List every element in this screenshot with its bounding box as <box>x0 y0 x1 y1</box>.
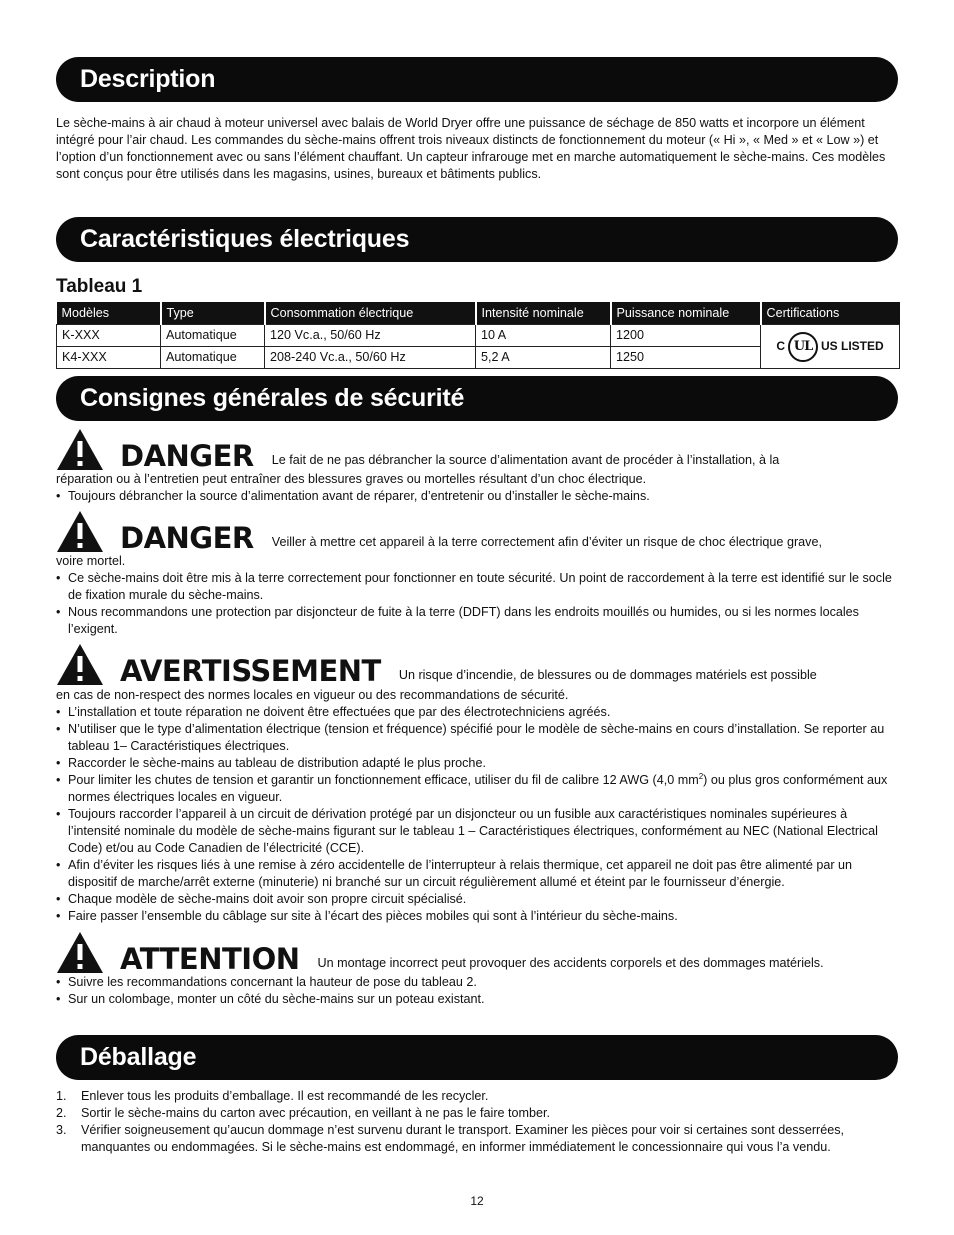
danger-label: DANGER <box>120 439 254 473</box>
list-item <box>56 1105 898 1122</box>
wire-text-after: ) ou plus gros conformément aux normes électriques locales en vigueur. <box>68 773 888 804</box>
list-item: • Chaque modèle de sèche-mains doit avoir son propre circuit spécialisé. <box>56 891 898 908</box>
table-header-cell: Certifications <box>761 302 900 325</box>
warning-intro-text: Veiller à mettre cet appareil à la terre correctement afin d’éviter un risque de choc électrique grave, <box>271 535 822 549</box>
step-number: 2. <box>56 1106 67 1120</box>
list-item: • Toujours raccorder l’appareil à un circuit de dérivation protégé par un disjoncteur ou un fusible aux caractéristiques nominales supérieures à l’intensité nominale du modèle de sèche-mains figurant sur le tableau 1 – Caractéristiques électriques, conformément au NEC (National Electrical Code) et/ou au Code Canadien de l’électricité (CCE). <box>56 806 898 857</box>
table-cell: K4-XXX <box>57 347 161 369</box>
warning-triangle-icon <box>56 930 104 974</box>
avertissement-bullet-list <box>56 704 898 925</box>
warning-continuation-text: réparation ou à l’entretien peut entraîner des blessures graves ou mortelles résultant d’un choc électrique. <box>56 472 647 486</box>
step-text: Enlever tous les produits d’emballage. Il est recommandé de les recycler. <box>81 1089 489 1103</box>
avertissement-label: AVERTISSEMENT <box>120 654 381 688</box>
danger-label: DANGER <box>120 521 254 555</box>
section-header-electrical: Caractéristiques électriques <box>56 217 898 262</box>
list-item: • Sur un colombage, monter un côté du sèche-mains sur un poteau existant. <box>56 991 898 1008</box>
ul-c-mark: C <box>776 339 785 353</box>
warning-continuation-text: en cas de non-respect des normes locales en vigueur ou des recommandations de sécurité. <box>56 688 569 702</box>
list-item: • Suivre les recommandations concernant la hauteur de pose du tableau 2. <box>56 974 898 991</box>
warning-intro-text: Le fait de ne pas débrancher la source d’alimentation avant de procéder à l’installation, à la <box>271 453 780 467</box>
list-item: • Faire passer l’ensemble du câblage sur site à l’écart des pièces mobiles qui sont à l’intérieur du sèche-mains. <box>56 908 898 925</box>
danger-heading <box>56 427 779 471</box>
table-cell: 10 A <box>476 325 611 347</box>
attention-label: ATTENTION <box>120 942 300 976</box>
table-header-cell: Modèles <box>57 302 161 325</box>
warning-intro-text: Un risque d’incendie, de blessures ou de dommages matériels est possible <box>398 668 817 682</box>
list-item <box>56 1088 898 1105</box>
warning-continuation-text: voire mortel. <box>56 554 126 568</box>
warning-triangle-icon <box>56 642 104 686</box>
table-cell: 208-240 Vc.a., 50/60 Hz <box>265 347 476 369</box>
list-item: • Toujours débrancher la source d’alimentation avant de réparer, d’entretenir ou d’installer le sèche-mains. <box>56 488 898 505</box>
electrical-specs-table <box>56 302 900 369</box>
section-header-description: Description <box>56 57 898 102</box>
table-header-cell: Consommation électrique <box>265 302 476 325</box>
table-cell: 120 Vc.a., 50/60 Hz <box>265 325 476 347</box>
step-text: Vérifier soigneusement qu’aucun dommage n’est survenu durant le transport. Examiner les pièces pour voir si certaines sont desserrées, manquantes ou endommagées. Si le sèche-mains est endommagé, en informer immédiatement le concessionnaire qui vous l’a vendu. <box>81 1123 845 1154</box>
ul-listed-text: US LISTED <box>821 339 884 353</box>
step-number: 1. <box>56 1089 67 1103</box>
warning-triangle-icon <box>56 427 104 471</box>
list-item: • Nous recommandons une protection par disjoncteur de fuite à la terre (DDFT) dans les endroits mouillés ou humides, ou si les normes locales l’exigent. <box>56 604 898 638</box>
step-text: Sortir le sèche-mains du carton avec précaution, en veillant à ne pas le faire tomber. <box>81 1106 551 1120</box>
table-cell: Automatique <box>161 347 265 369</box>
table-row <box>57 325 900 347</box>
certification-cell <box>761 325 900 369</box>
table-cell: 1250 <box>611 347 761 369</box>
table-header-cell: Type <box>161 302 265 325</box>
table-cell: 1200 <box>611 325 761 347</box>
section-header-unpacking: Déballage <box>56 1035 898 1080</box>
list-item: • Ce sèche-mains doit être mis à la terre correctement pour fonctionner en toute sécurité. Un point de raccordement à la terre est identifié sur le socle de fixation murale du sèche-mains. <box>56 570 898 604</box>
step-number: 3. <box>56 1123 67 1137</box>
table-title: Tableau 1 <box>56 276 143 297</box>
warning-triangle-icon <box>56 509 104 553</box>
warning-intro-text: Un montage incorrect peut provoquer des accidents corporels et des dommages matériels. <box>317 956 824 970</box>
avertissement-heading <box>56 642 817 686</box>
list-item: • N’utiliser que le type d’alimentation électrique (tension et fréquence) spécifié pour le modèle de sèche-mains en cours d’installation. Se reporter au tableau 1– Caractéristiques électriques. <box>56 721 898 755</box>
table-header-cell: Intensité nominale <box>476 302 611 325</box>
attention-bullet-list <box>56 974 898 1008</box>
section-header-safety: Consignes générales de sécurité <box>56 376 898 421</box>
list-item: • Raccorder le sèche-mains au tableau de distribution adapté le plus proche. <box>56 755 898 772</box>
list-item: • Afin d’éviter les risques liés à une remise à zéro accidentelle de l’interrupteur à relais thermique, cet appareil ne doit pas être alimenté par un dispositif de marche/arrêt externe (minuterie) ni branché sur un circuit régulièrement allumé et éteint par le fournisseur d’énergie. <box>56 857 898 891</box>
wire-text-superscript: 2 <box>698 771 704 781</box>
page-number: 12 <box>470 1194 484 1208</box>
unpacking-steps-list <box>56 1088 898 1156</box>
table-cell: K-XXX <box>57 325 161 347</box>
wire-text-before: Pour limiter les chutes de tension et garantir un fonctionnement efficace, utiliser du fil de calibre 12 AWG (4,0 mm <box>68 773 699 787</box>
list-item-wire-gauge <box>56 772 898 806</box>
table-header-cell: Puissance nominale <box>611 302 761 325</box>
table-cell: 5,2 A <box>476 347 611 369</box>
ul-circle-mark: UL <box>788 332 818 362</box>
list-item: • L’installation et toute réparation ne doivent être effectuées que par des électrotechniciens agréés. <box>56 704 898 721</box>
danger-1-bullet-list <box>56 488 898 505</box>
table-cell: Automatique <box>161 325 265 347</box>
danger-heading <box>56 509 822 553</box>
description-paragraph: Le sèche-mains à air chaud à moteur universel avec balais de World Dryer offre une puissance de séchage de 850 watts et incorpore un élément intégré pour l’air chaud. Les commandes du sèche-mains offrent trois niveaux distincts de fonctionnement du moteur (« Hi », « Med » et « Low ») et l’option d’un fonctionnement avec ou sans l’élément chauffant. Un capteur infrarouge met en marche automatiquement le sèche-mains. Ces modèles sont conçus pour être utilisés dans les magasins, usines, bureaux et bâtiments publics. <box>56 116 886 181</box>
ul-listed-logo <box>776 332 883 362</box>
table-header-row <box>57 302 900 325</box>
attention-heading <box>56 930 824 974</box>
list-item <box>56 1122 898 1156</box>
danger-2-bullet-list <box>56 570 898 638</box>
